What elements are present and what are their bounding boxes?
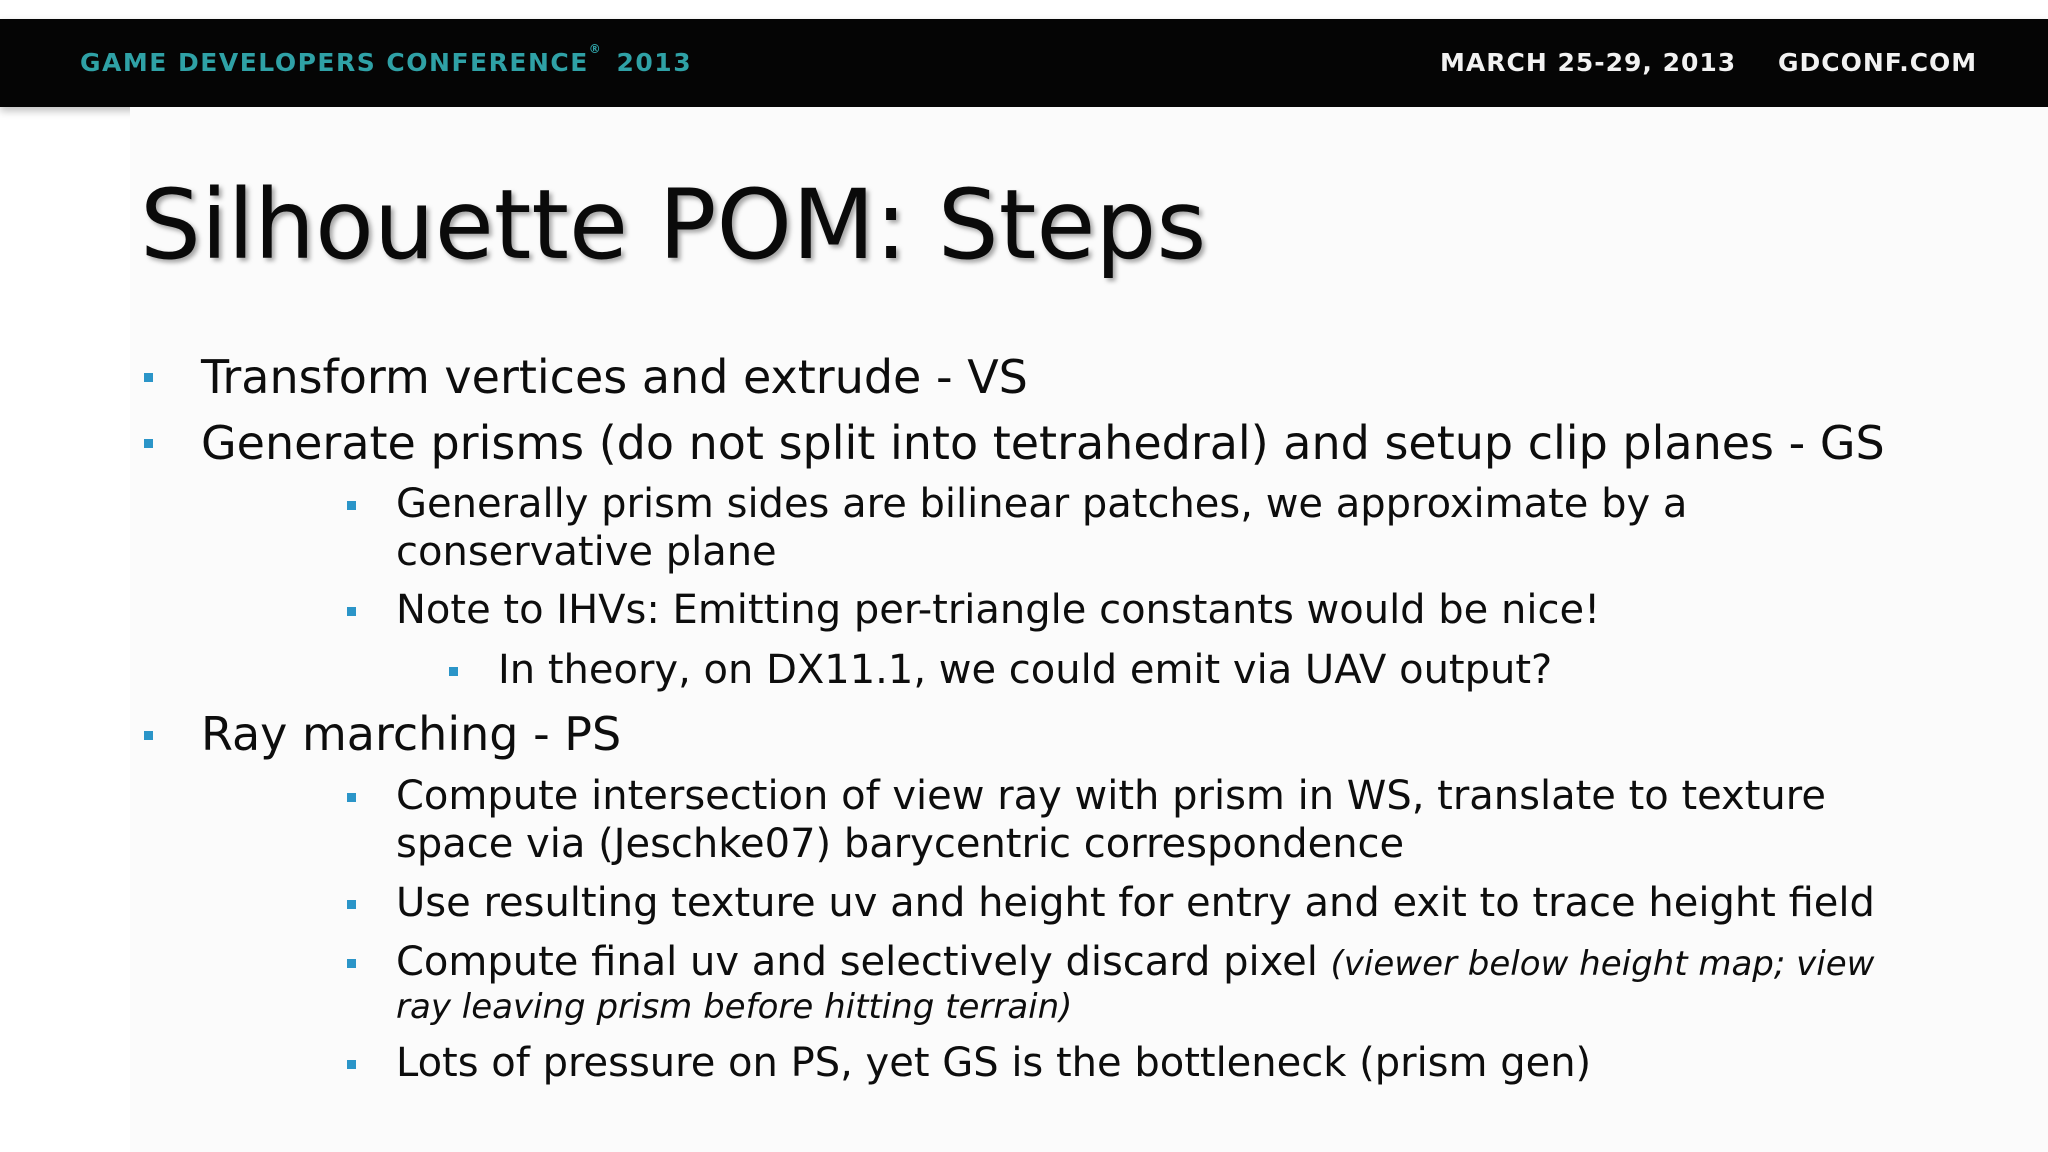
conference-website[interactable]: GDCONF.COM — [1778, 48, 1978, 77]
bullet-text: Lots of pressure on PS, yet GS is the bottleneck (prism gen) — [396, 1040, 1592, 1086]
bullet-text: In theory, on DX11.1, we could emit via UAV output? — [498, 647, 1553, 693]
bullet-marker — [347, 501, 356, 510]
bullet-item — [396, 879, 1875, 927]
bullet-item — [396, 586, 1600, 634]
conference-year: 2013 — [616, 48, 693, 77]
bullet-marker — [144, 373, 153, 382]
bullet-text: Note to IHVs: Emitting per-triangle constants would be nice! — [396, 587, 1601, 633]
slide-title: Silhouette POM: Steps — [140, 169, 1207, 281]
bullet-item — [396, 1039, 1591, 1087]
bullet-marker — [347, 607, 356, 616]
bullet-marker — [347, 793, 356, 802]
conference-dates: MARCH 25-29, 2013 — [1440, 48, 1737, 77]
bullet-marker — [347, 900, 356, 909]
bullet-text: Use resulting texture uv and height for entry and exit to trace height field — [396, 880, 1875, 926]
bullet-item — [201, 415, 1885, 471]
bullet-text-main: Compute final uv and selectively discard pixel — [396, 939, 1318, 985]
conference-label: GAME DEVELOPERS CONFERENCE — [80, 48, 589, 77]
bullet-text: Generate prisms (do not split into tetrahedral) and setup clip planes - GS — [201, 416, 1885, 470]
bullet-item — [201, 349, 1028, 405]
bullet-text: Transform vertices and extrude - VS — [201, 350, 1028, 404]
bullet-text-italic: (viewer below height map; view — [1330, 944, 1875, 984]
bullet-marker — [144, 731, 153, 740]
bullet-marker — [449, 667, 458, 676]
bullet-text — [396, 938, 1874, 988]
bullet-text-italic-continued: ray leaving prism before hitting terrain) — [396, 987, 1073, 1027]
bullet-item — [396, 480, 1687, 576]
bullet-marker — [347, 1060, 356, 1069]
bullet-text-continued: space via (Jeschke07) barycentric correspondence — [396, 821, 1405, 867]
bullet-marker — [347, 959, 356, 968]
bullet-item — [396, 772, 1826, 868]
bullet-text: Compute intersection of view ray with prism in WS, translate to texture — [396, 773, 1826, 819]
registered-mark: ® — [588, 42, 603, 56]
bullet-item — [396, 938, 1874, 1026]
bullet-item — [201, 706, 621, 762]
bullet-marker — [144, 439, 153, 448]
bullet-text-continued: conservative plane — [396, 529, 777, 575]
bullet-text: Ray marching - PS — [201, 707, 622, 761]
bullet-text: Generally prism sides are bilinear patches, we approximate by a — [396, 481, 1688, 527]
bullet-item — [498, 646, 1552, 694]
